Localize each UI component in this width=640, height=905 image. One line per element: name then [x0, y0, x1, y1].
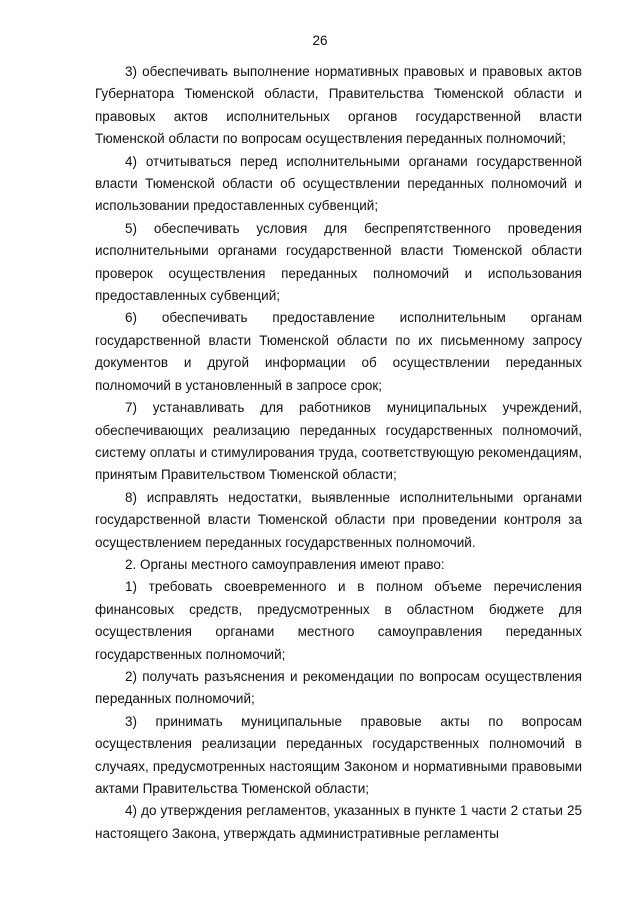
paragraph-item-5: 5) обеспечивать условия для беспрепятственного проведения исполнительными органами государственной власти Тюменской области проверок осуществления переданных полномочий и использования предоставленных субвенций;: [95, 220, 582, 304]
paragraph-item-3: 3) обеспечивать выполнение нормативных правовых и правовых актов Губернатора Тюменской области, Правительства Тюменской области и правовых актов исполнительных органов государственной власти Тюменской области по вопросам осуществления переданных полномочий;: [95, 64, 582, 147]
right-item-2: 2) получать разъяснения и рекомендации по вопросам осуществления переданных полномочий;: [95, 668, 582, 707]
paragraph-item-7: 7) устанавливать для работников муниципальных учреждений, обеспечивающих реализацию переданных государственных полномочий, систему оплаты и стимулирования труда, соответствующую рекомендациям, принятым Правительством Тюменской области;: [95, 400, 582, 483]
right-item-4: 4) до утверждения регламентов, указанных в пункте 1 части 2 статьи 25 настоящего Закона, утверждать административные регламенты: [95, 803, 582, 841]
paragraph-item-4: 4) отчитываться перед исполнительными органами государственной власти Тюменской области об осуществлении переданных полномочий и использовании предоставленных субвенций;: [95, 153, 582, 214]
section-2-heading: 2. Органы местного самоуправления имеют право:: [125, 556, 445, 572]
page-number: 26: [312, 33, 328, 48]
right-item-1: 1) требовать своевременного и в полном объеме перечисления финансовых средств, предусмотренных в областном бюджете для осуществления органами местного самоуправления переданных государственных полномочий;: [95, 579, 582, 662]
right-item-3: 3) принимать муниципальные правовые акты по вопросам осуществления реализации переданных государственных полномочий в случаях, предусмотренных настоящим Законом и нормативными правовыми актами Правительства Тюменской области;: [95, 713, 582, 796]
paragraph-item-6: 6) обеспечивать предоставление исполнительным органам государственной власти Тюменской области по их письменному запросу документов и другой информации об осуществлении переданных полномочий в установленный в запросе срок;: [95, 310, 582, 393]
document-body: [95, 61, 582, 845]
paragraph-item-8: 8) исправлять недостатки, выявленные исполнительными органами государственной власти Тюменской области при проведении контроля за осуществлением переданных государственных полномочий.: [95, 489, 582, 550]
